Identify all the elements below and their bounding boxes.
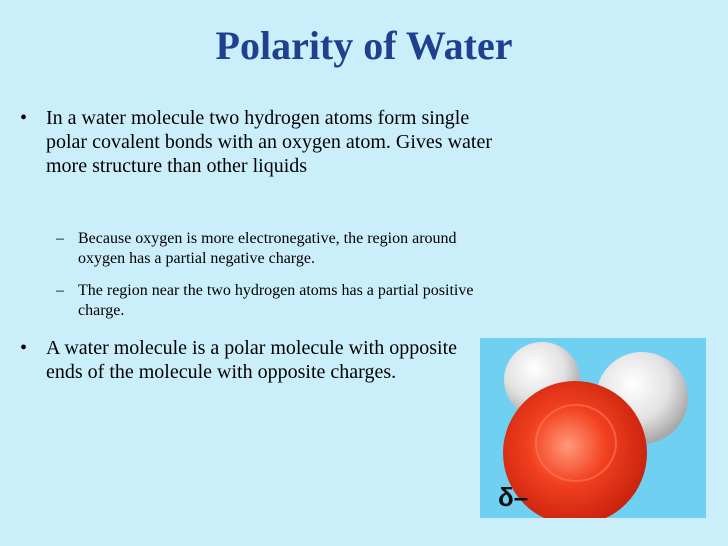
bullet-marker: • — [20, 337, 28, 359]
delta-negative-label: δ– — [498, 482, 529, 512]
sub-bullet-text: The region near the two hydrogen atoms has a partial positive charge. — [78, 282, 474, 319]
sub-bullet-marker: – — [56, 230, 64, 247]
bullet-item — [20, 106, 500, 202]
sub-bullet-marker: – — [56, 282, 64, 299]
sub-bullet-item — [56, 229, 496, 269]
sub-bullet-text: Because oxygen is more electronegative, the region around oxygen has a partial negative charge. — [78, 230, 457, 267]
water-molecule-image — [480, 338, 706, 518]
sub-bullet-item — [56, 281, 496, 321]
water-molecule-illustration — [480, 338, 706, 518]
bullet-item — [20, 336, 460, 416]
bullet-text: In a water molecule two hydrogen atoms form single polar covalent bonds with an oxygen atom. Gives water more structure than other liquids — [46, 107, 492, 177]
bullet-text: A water molecule is a polar molecule with opposite ends of the molecule with opposite charges. — [46, 337, 457, 383]
slide-title: Polarity of Water — [215, 23, 513, 68]
bullet-marker: • — [20, 107, 28, 129]
